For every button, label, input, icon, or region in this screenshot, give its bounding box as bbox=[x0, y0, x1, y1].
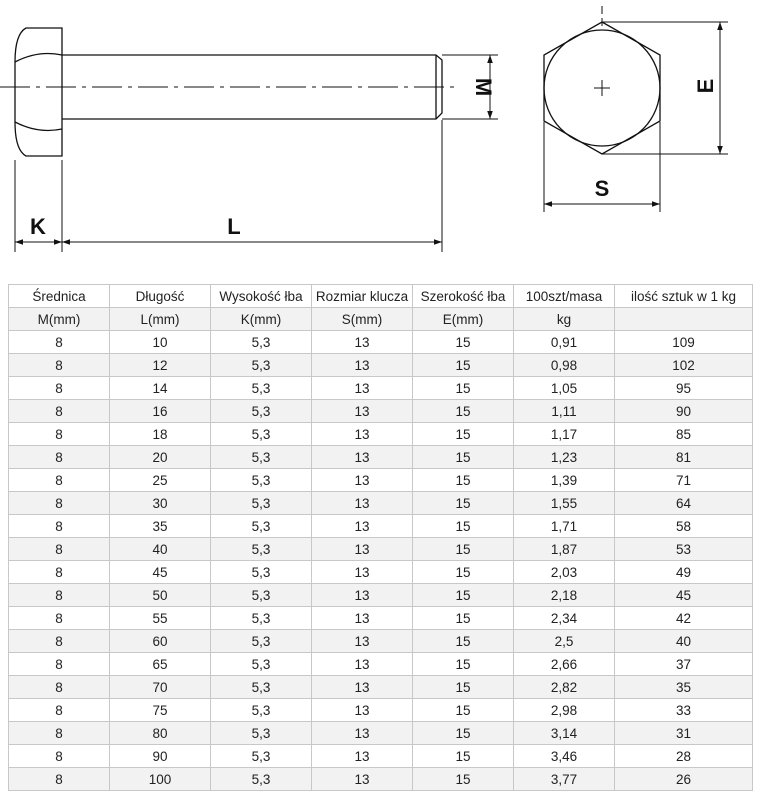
table-cell: 3,77 bbox=[514, 768, 615, 791]
table-cell: 5,3 bbox=[211, 400, 312, 423]
column-unit bbox=[615, 308, 753, 331]
table-cell: 31 bbox=[615, 722, 753, 745]
table-cell: 53 bbox=[615, 538, 753, 561]
table-unit-row bbox=[9, 308, 753, 331]
table-cell: 15 bbox=[413, 745, 514, 768]
table-row bbox=[9, 400, 753, 423]
table-cell: 37 bbox=[615, 653, 753, 676]
table-cell: 12 bbox=[110, 354, 211, 377]
table-cell: 3,46 bbox=[514, 745, 615, 768]
table-cell: 8 bbox=[9, 400, 110, 423]
table-cell: 2,34 bbox=[514, 607, 615, 630]
table-row bbox=[9, 584, 753, 607]
table-cell: 15 bbox=[413, 653, 514, 676]
table-cell: 5,3 bbox=[211, 469, 312, 492]
table-cell: 49 bbox=[615, 561, 753, 584]
table-row bbox=[9, 492, 753, 515]
table-cell: 35 bbox=[110, 515, 211, 538]
table-row bbox=[9, 561, 753, 584]
column-header: ilość sztuk w 1 kg bbox=[615, 285, 753, 308]
table-cell: 1,05 bbox=[514, 377, 615, 400]
table-cell: 70 bbox=[110, 676, 211, 699]
table-cell: 13 bbox=[312, 607, 413, 630]
table-cell: 8 bbox=[9, 745, 110, 768]
column-header: 100szt/masa bbox=[514, 285, 615, 308]
table-cell: 5,3 bbox=[211, 446, 312, 469]
bolt-head-side-view bbox=[15, 28, 62, 156]
table-cell: 13 bbox=[312, 469, 413, 492]
l-dimension bbox=[62, 120, 442, 252]
table-cell: 15 bbox=[413, 446, 514, 469]
table-cell: 15 bbox=[413, 630, 514, 653]
column-header: Długość bbox=[110, 285, 211, 308]
table-cell: 13 bbox=[312, 331, 413, 354]
table-row bbox=[9, 745, 753, 768]
table-cell: 5,3 bbox=[211, 630, 312, 653]
column-unit: S(mm) bbox=[312, 308, 413, 331]
table-cell: 5,3 bbox=[211, 423, 312, 446]
table-row bbox=[9, 446, 753, 469]
table-cell: 13 bbox=[312, 722, 413, 745]
table-cell: 8 bbox=[9, 446, 110, 469]
table-cell: 15 bbox=[413, 400, 514, 423]
table-cell: 13 bbox=[312, 653, 413, 676]
l-label: L bbox=[227, 214, 241, 239]
table-cell: 90 bbox=[110, 745, 211, 768]
table-cell: 50 bbox=[110, 584, 211, 607]
table-row bbox=[9, 538, 753, 561]
table-row bbox=[9, 676, 753, 699]
table-cell: 55 bbox=[110, 607, 211, 630]
table-cell: 2,03 bbox=[514, 561, 615, 584]
table-row bbox=[9, 354, 753, 377]
table-cell: 5,3 bbox=[211, 722, 312, 745]
table-cell: 10 bbox=[110, 331, 211, 354]
table-cell: 13 bbox=[312, 446, 413, 469]
table-cell: 5,3 bbox=[211, 515, 312, 538]
table-cell: 15 bbox=[413, 354, 514, 377]
table-cell: 15 bbox=[413, 584, 514, 607]
table-row bbox=[9, 607, 753, 630]
table-row bbox=[9, 653, 753, 676]
table-cell: 5,3 bbox=[211, 584, 312, 607]
bolt-technical-drawing bbox=[0, 0, 760, 270]
column-unit: M(mm) bbox=[9, 308, 110, 331]
column-unit: K(mm) bbox=[211, 308, 312, 331]
table-row bbox=[9, 423, 753, 446]
table-cell: 109 bbox=[615, 331, 753, 354]
table-cell: 5,3 bbox=[211, 745, 312, 768]
column-unit: kg bbox=[514, 308, 615, 331]
table-cell: 2,82 bbox=[514, 676, 615, 699]
table-row bbox=[9, 630, 753, 653]
table-cell: 0,91 bbox=[514, 331, 615, 354]
table-row bbox=[9, 515, 753, 538]
table-cell: 8 bbox=[9, 607, 110, 630]
table-cell: 15 bbox=[413, 377, 514, 400]
table-cell: 15 bbox=[413, 492, 514, 515]
table-body bbox=[9, 331, 753, 791]
table-cell: 8 bbox=[9, 722, 110, 745]
table-row bbox=[9, 377, 753, 400]
table-cell: 26 bbox=[615, 768, 753, 791]
table-header-row bbox=[9, 285, 753, 308]
table-cell: 13 bbox=[312, 354, 413, 377]
table-cell: 1,11 bbox=[514, 400, 615, 423]
e-label: E bbox=[693, 78, 718, 94]
table-cell: 2,98 bbox=[514, 699, 615, 722]
table-cell: 15 bbox=[413, 469, 514, 492]
table-cell: 18 bbox=[110, 423, 211, 446]
table-cell: 80 bbox=[110, 722, 211, 745]
table-cell: 13 bbox=[312, 515, 413, 538]
table-cell: 5,3 bbox=[211, 354, 312, 377]
table-cell: 14 bbox=[110, 377, 211, 400]
column-unit: E(mm) bbox=[413, 308, 514, 331]
table-cell: 8 bbox=[9, 584, 110, 607]
column-header: Wysokość łba bbox=[211, 285, 312, 308]
table-cell: 8 bbox=[9, 331, 110, 354]
table-cell: 8 bbox=[9, 515, 110, 538]
table-cell: 2,18 bbox=[514, 584, 615, 607]
table-cell: 15 bbox=[413, 676, 514, 699]
table-cell: 1,87 bbox=[514, 538, 615, 561]
table-cell: 13 bbox=[312, 377, 413, 400]
table-cell: 1,39 bbox=[514, 469, 615, 492]
table-cell: 13 bbox=[312, 584, 413, 607]
table-cell: 35 bbox=[615, 676, 753, 699]
table-cell: 2,5 bbox=[514, 630, 615, 653]
table-cell: 65 bbox=[110, 653, 211, 676]
s-label: S bbox=[594, 176, 610, 201]
table-cell: 5,3 bbox=[211, 331, 312, 354]
column-header: Średnica bbox=[9, 285, 110, 308]
table-cell: 75 bbox=[110, 699, 211, 722]
table-cell: 95 bbox=[615, 377, 753, 400]
table-cell: 8 bbox=[9, 768, 110, 791]
table-cell: 13 bbox=[312, 630, 413, 653]
table-cell: 15 bbox=[413, 561, 514, 584]
table-cell: 81 bbox=[615, 446, 753, 469]
table-cell: 15 bbox=[413, 607, 514, 630]
table-cell: 13 bbox=[312, 745, 413, 768]
table-cell: 20 bbox=[110, 446, 211, 469]
table-cell: 13 bbox=[312, 768, 413, 791]
table-cell: 1,71 bbox=[514, 515, 615, 538]
table-cell: 90 bbox=[615, 400, 753, 423]
table-cell: 8 bbox=[9, 561, 110, 584]
table-cell: 71 bbox=[615, 469, 753, 492]
table-cell: 40 bbox=[615, 630, 753, 653]
table-cell: 0,98 bbox=[514, 354, 615, 377]
table-cell: 8 bbox=[9, 469, 110, 492]
table-cell: 15 bbox=[413, 699, 514, 722]
table-cell: 15 bbox=[413, 722, 514, 745]
table-cell: 15 bbox=[413, 331, 514, 354]
table-cell: 13 bbox=[312, 423, 413, 446]
table-cell: 5,3 bbox=[211, 538, 312, 561]
table-cell: 5,3 bbox=[211, 699, 312, 722]
table-cell: 3,14 bbox=[514, 722, 615, 745]
table-cell: 8 bbox=[9, 653, 110, 676]
table-cell: 5,3 bbox=[211, 561, 312, 584]
table-cell: 45 bbox=[615, 584, 753, 607]
table-cell: 8 bbox=[9, 354, 110, 377]
table-cell: 8 bbox=[9, 676, 110, 699]
table-cell: 5,3 bbox=[211, 653, 312, 676]
table-cell: 40 bbox=[110, 538, 211, 561]
table-cell: 60 bbox=[110, 630, 211, 653]
table-cell: 8 bbox=[9, 630, 110, 653]
table-cell: 13 bbox=[312, 400, 413, 423]
table-cell: 15 bbox=[413, 768, 514, 791]
front-view-center-mark bbox=[594, 6, 610, 96]
table-row bbox=[9, 768, 753, 791]
table-row bbox=[9, 699, 753, 722]
table-cell: 1,23 bbox=[514, 446, 615, 469]
table-cell: 13 bbox=[312, 538, 413, 561]
table-cell: 8 bbox=[9, 377, 110, 400]
table-cell: 5,3 bbox=[211, 377, 312, 400]
table-cell: 1,17 bbox=[514, 423, 615, 446]
table-cell: 8 bbox=[9, 492, 110, 515]
table-cell: 15 bbox=[413, 538, 514, 561]
table-cell: 45 bbox=[110, 561, 211, 584]
table-cell: 5,3 bbox=[211, 768, 312, 791]
table-cell: 33 bbox=[615, 699, 753, 722]
table-cell: 5,3 bbox=[211, 607, 312, 630]
table-row bbox=[9, 469, 753, 492]
table-cell: 64 bbox=[615, 492, 753, 515]
table-cell: 58 bbox=[615, 515, 753, 538]
table-cell: 85 bbox=[615, 423, 753, 446]
bolt-spec-table bbox=[8, 284, 753, 791]
m-label: M bbox=[471, 77, 496, 97]
table-cell: 8 bbox=[9, 423, 110, 446]
table-cell: 15 bbox=[413, 515, 514, 538]
table-cell: 1,55 bbox=[514, 492, 615, 515]
table-cell: 28 bbox=[615, 745, 753, 768]
table-cell: 8 bbox=[9, 538, 110, 561]
table-cell: 25 bbox=[110, 469, 211, 492]
table-cell: 13 bbox=[312, 492, 413, 515]
table-cell: 30 bbox=[110, 492, 211, 515]
table-cell: 15 bbox=[413, 423, 514, 446]
column-unit: L(mm) bbox=[110, 308, 211, 331]
table-cell: 5,3 bbox=[211, 676, 312, 699]
table-cell: 13 bbox=[312, 561, 413, 584]
table-cell: 2,66 bbox=[514, 653, 615, 676]
column-header: Szerokość łba bbox=[413, 285, 514, 308]
k-label: K bbox=[30, 214, 46, 239]
table-cell: 8 bbox=[9, 699, 110, 722]
table-row bbox=[9, 722, 753, 745]
table-cell: 13 bbox=[312, 699, 413, 722]
table-row bbox=[9, 331, 753, 354]
table-cell: 5,3 bbox=[211, 492, 312, 515]
table-cell: 100 bbox=[110, 768, 211, 791]
table-cell: 42 bbox=[615, 607, 753, 630]
column-header: Rozmiar klucza bbox=[312, 285, 413, 308]
table-cell: 13 bbox=[312, 676, 413, 699]
table-cell: 16 bbox=[110, 400, 211, 423]
table-cell: 102 bbox=[615, 354, 753, 377]
